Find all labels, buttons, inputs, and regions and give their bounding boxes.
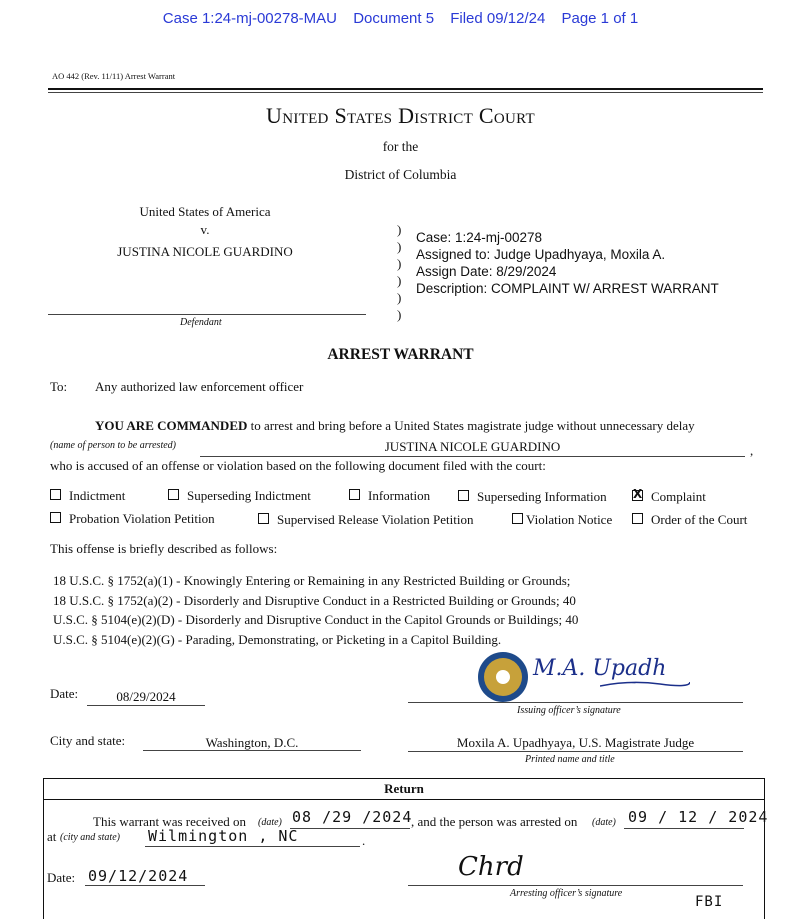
offense-lines: [53, 571, 578, 649]
commanded-rest: to arrest and bring before a United States magistrate judge without unnecessary delay: [250, 418, 695, 433]
city-label: City and state:: [50, 733, 126, 748]
return-box: [43, 778, 765, 919]
offense-line: U.S.C. § 5104(e)(2)(G) - Parading, Demonstrating, or Picketing in a Capitol Building.: [53, 631, 502, 647]
case-assign-date: Assign Date: 8/29/2024: [416, 264, 557, 279]
received-date-hint: (date): [258, 817, 282, 828]
checkbox-superseding-information[interactable]: [458, 490, 469, 501]
offense-line: U.S.C. § 5104(e)(2)(D) - Disorderly and Disruptive Conduct in the Capitol Grounds or Buildings; 40: [53, 612, 579, 627]
commanded-bold: YOU ARE COMMANDED: [95, 418, 248, 433]
stamp-filed: Filed 09/12/24: [450, 10, 546, 27]
court-for: for the: [382, 139, 419, 154]
form-id: AO 442 (Rev. 11/11) Arrest Warrant: [52, 71, 176, 81]
printed-name-rule: [408, 751, 743, 752]
defendant-name: JUSTINA NICOLE GUARDINO: [117, 244, 293, 259]
caption-parens: ) ) ) ) ) ): [397, 222, 402, 322]
signature-stroke-icon: [600, 678, 690, 692]
court-district: District of Columbia: [344, 167, 457, 182]
return-date-value: 09/12/2024: [88, 867, 189, 885]
stamp-case: Case 1:24-mj-00278-MAU: [162, 10, 338, 27]
officer-signature: Chrd: [458, 852, 524, 882]
city-rule: [143, 750, 361, 751]
option-complaint[interactable]: X Complaint: [632, 489, 706, 505]
issuing-sig-label: Issuing officer’s signature: [517, 705, 621, 716]
issuing-sig-rule: [408, 702, 743, 703]
checkbox-probation-violation[interactable]: [50, 512, 61, 523]
at-text: at: [47, 829, 57, 844]
arrest-city-rule: [145, 846, 360, 847]
offense-intro: This offense is briefly described as follows:: [50, 541, 278, 556]
option-supervised-release[interactable]: Supervised Release Violation Petition: [258, 512, 473, 528]
stamp-page: Page 1 of 1: [561, 10, 639, 27]
arrest-period: .: [362, 833, 366, 848]
return-date-rule: [85, 885, 205, 886]
return-title: Return: [44, 779, 764, 800]
agency-note: FBI: [695, 894, 724, 910]
arrestee-name: JUSTINA NICOLE GUARDINO: [384, 439, 561, 454]
judge-signature: M.A. Upadh: [533, 656, 667, 681]
printed-name-label: Printed name and title: [525, 754, 615, 765]
checkbox-complaint[interactable]: [632, 490, 643, 501]
option-superseding-information[interactable]: Superseding Information: [458, 489, 607, 505]
offense-line: 18 U.S.C. § 1752(a)(1) - Knowingly Entering or Remaining in any Restricted Building or Grounds;: [53, 573, 571, 588]
case-assigned: Assigned to: Judge Upadhyaya, Moxila A.: [416, 247, 666, 262]
received-text: This warrant was received on: [93, 814, 247, 829]
return-date-label: Date:: [47, 870, 76, 885]
officer-sig-label: Arresting officer’s signature: [510, 888, 623, 899]
arrest-city: Wilmington , NC: [148, 827, 299, 845]
option-information[interactable]: Information: [349, 488, 430, 504]
city-value: Washington, D.C.: [205, 735, 299, 750]
checkbox-indictment[interactable]: [50, 489, 61, 500]
versus: v.: [200, 222, 210, 237]
checkbox-supervised-release[interactable]: [258, 513, 269, 524]
checkbox-superseding-indictment[interactable]: [168, 489, 179, 500]
arrested-date-rule: [624, 828, 744, 829]
defendant-rule: [48, 314, 366, 315]
name-comma: ,: [750, 443, 754, 458]
plaintiff: United States of America: [139, 204, 271, 219]
issue-date-label: Date:: [50, 686, 79, 701]
offense-line: 18 U.S.C. § 1752(a)(2) - Disorderly and Disruptive Conduct in a Restricted Building or Grounds; 40: [53, 592, 576, 608]
case-info-block: [416, 229, 719, 297]
printed-name: Moxila A. Upadhyaya, U.S. Magistrate Judge: [456, 735, 695, 750]
header-rule-thin: [48, 92, 763, 93]
name-rule: [200, 456, 745, 457]
option-superseding-indictment[interactable]: Superseding Indictment: [168, 488, 311, 504]
arrested-date: 09 / 12 / 2024: [628, 808, 769, 826]
stamp-document: Document 5: [353, 10, 435, 27]
checkbox-information[interactable]: [349, 489, 360, 500]
header-rule: [48, 88, 763, 90]
to-label: To:: [50, 379, 68, 394]
issue-date-rule: [87, 705, 205, 706]
checkbox-violation-notice[interactable]: [512, 513, 523, 524]
option-indictment[interactable]: Indictment: [50, 488, 125, 504]
case-number: Case: 1:24-mj-00278: [416, 230, 543, 245]
checkbox-order-of-court[interactable]: [632, 513, 643, 524]
received-date: 08 /29 /2024: [292, 808, 413, 826]
option-order-of-court[interactable]: Order of the Court: [632, 512, 747, 528]
defendant-label: Defendant: [180, 317, 222, 328]
option-probation-violation[interactable]: Probation Violation Petition: [50, 511, 215, 527]
name-hint: (name of person to be arrested): [50, 440, 176, 451]
city-hint: (city and state): [60, 832, 120, 843]
filing-stamp: [0, 10, 801, 27]
to-value: Any authorized law enforcement officer: [95, 379, 304, 394]
officer-sig-rule: [408, 885, 743, 886]
court-seal-icon: [478, 652, 528, 702]
warrant-title: ARREST WARRANT: [327, 346, 474, 363]
court-title: United States District Court: [266, 103, 535, 128]
accused-line: who is accused of an offense or violation based on the following document filed with the court:: [50, 458, 546, 473]
case-description: Description: COMPLAINT W/ ARREST WARRANT: [416, 281, 719, 296]
commanded-line: [95, 418, 695, 434]
arrested-date-hint: (date): [592, 817, 616, 828]
arrested-text: , and the person was arrested on: [411, 814, 578, 829]
received-date-rule: [290, 828, 410, 829]
issue-date-value: 08/29/2024: [116, 689, 176, 704]
option-violation-notice[interactable]: Violation Notice: [512, 512, 612, 528]
